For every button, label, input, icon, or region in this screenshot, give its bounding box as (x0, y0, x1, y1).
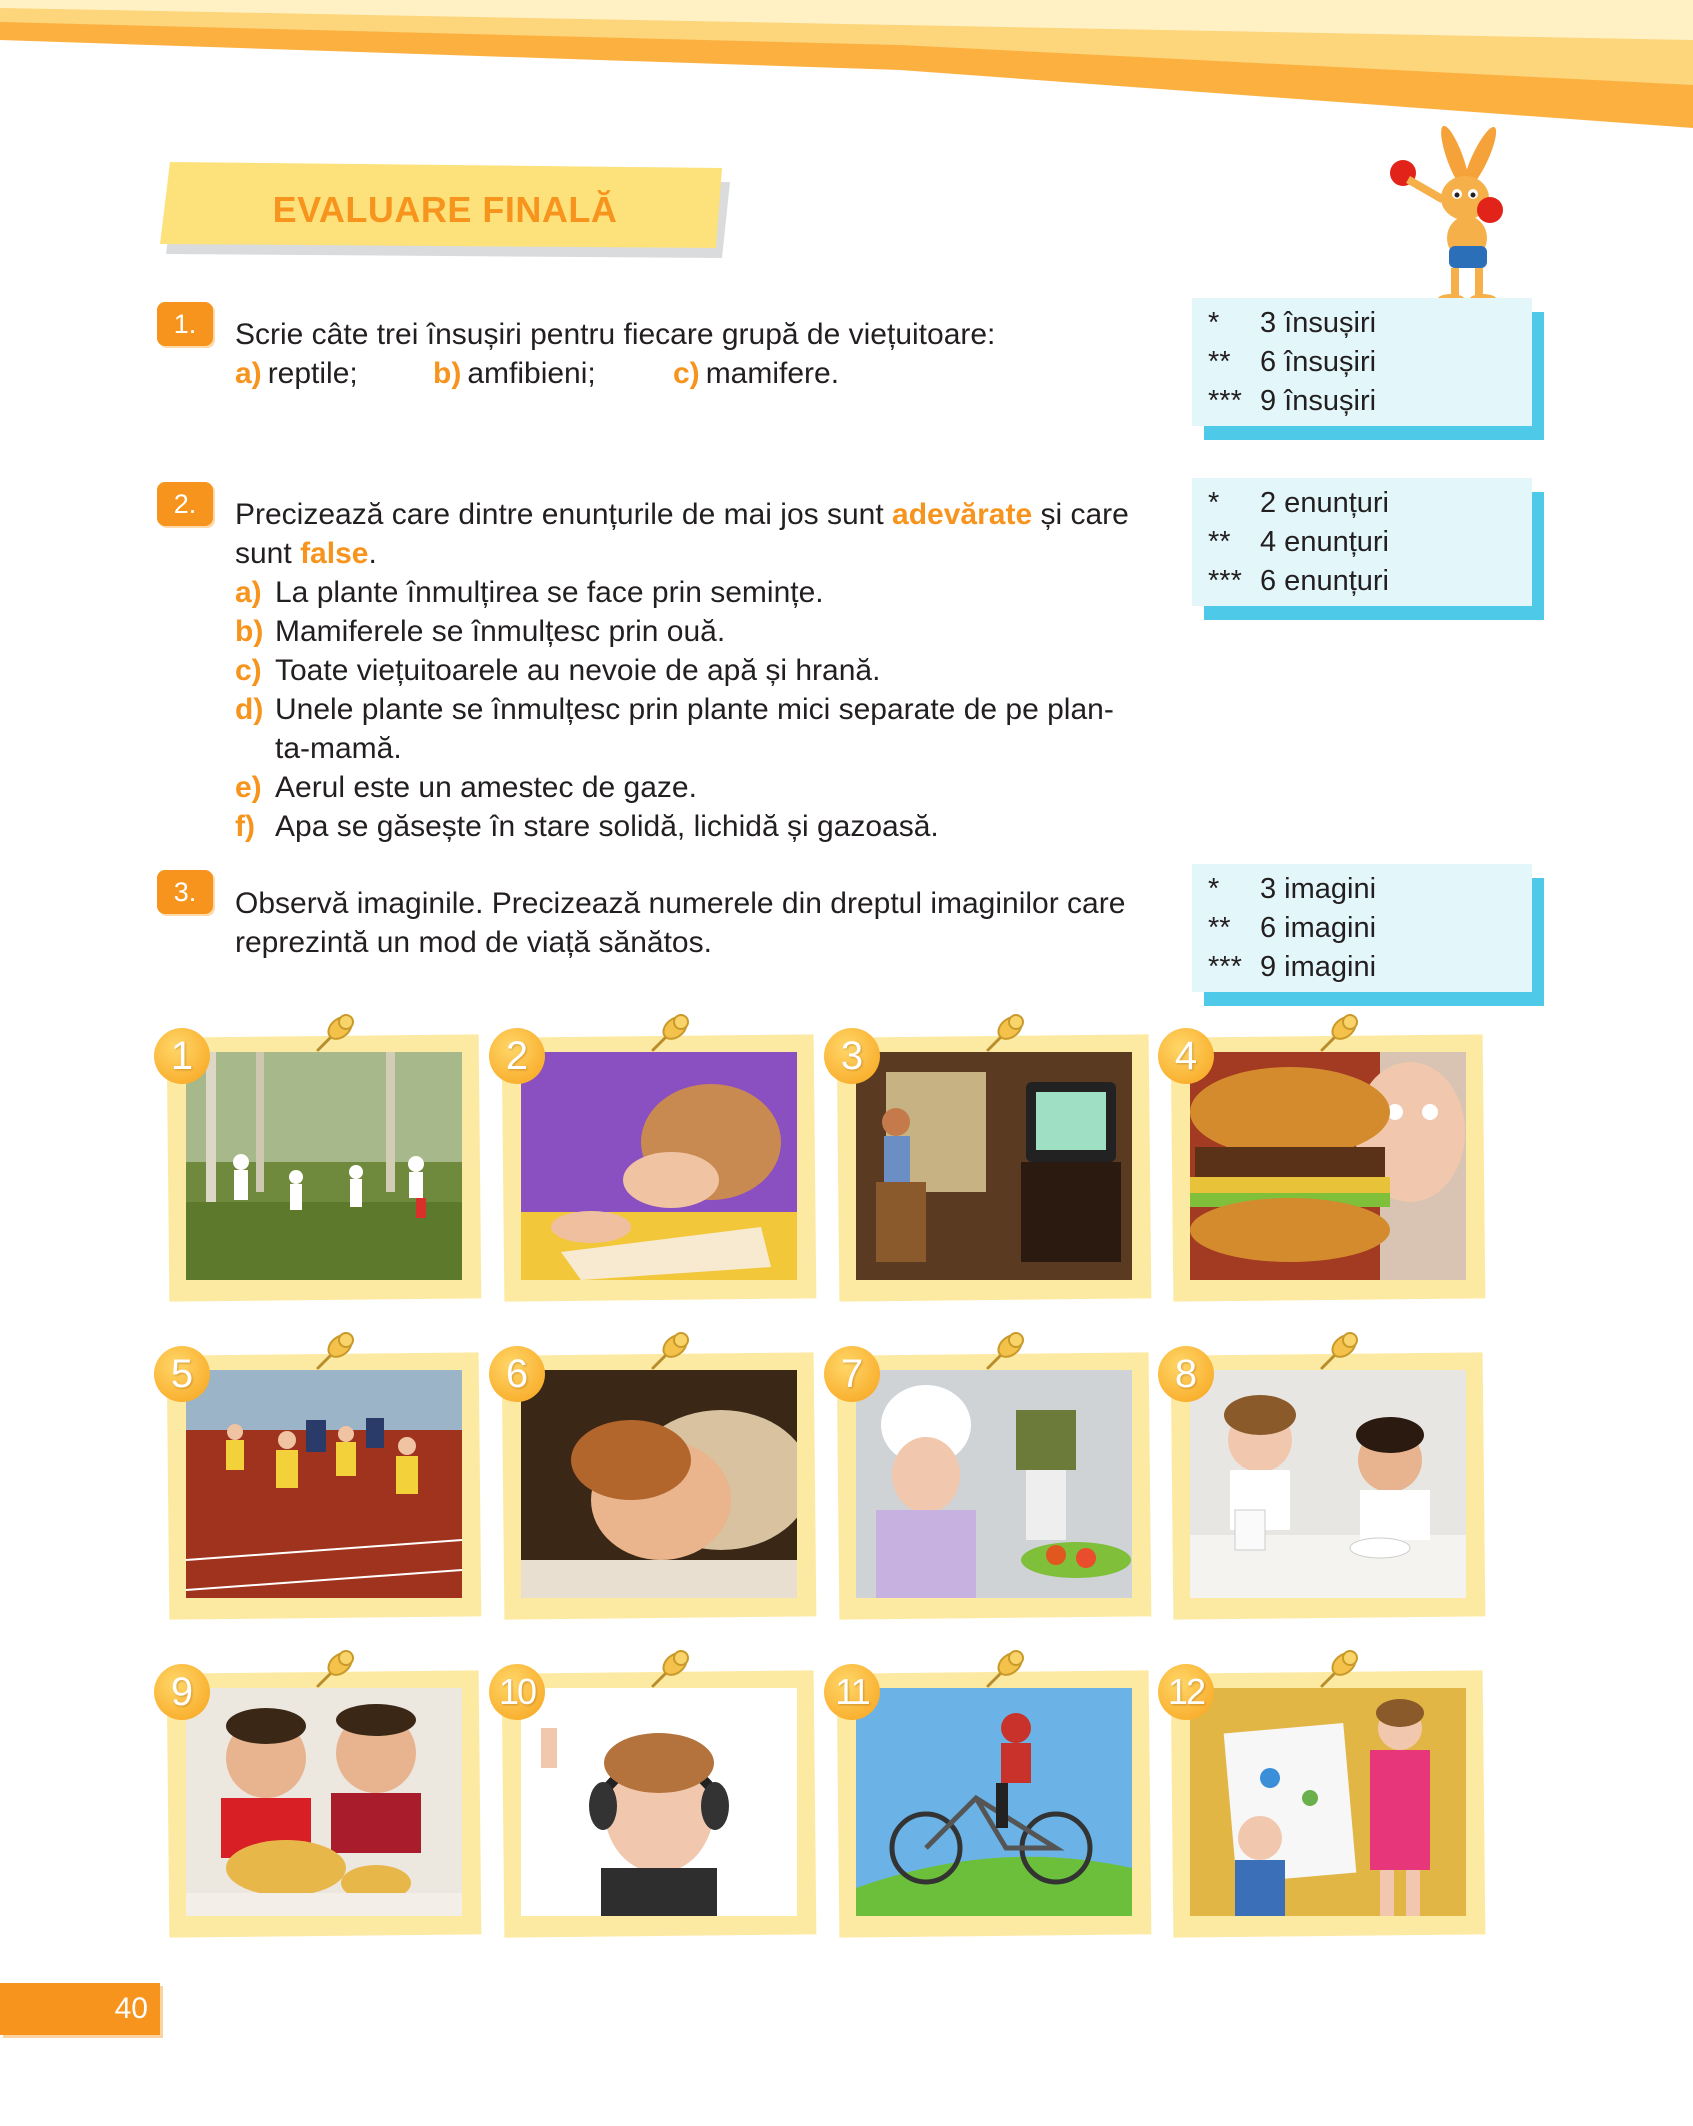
statement-item: e) Aerul este un amestec de gaze. (235, 771, 697, 804)
photo-card-8 (1172, 1340, 1484, 1618)
question-number-3: 3. (157, 870, 213, 914)
statement-item: c) Toate viețuitoarele au nevoie de apă și hrană. (235, 654, 881, 687)
photo-boy-with-hamburger (1190, 1052, 1466, 1280)
photo-number-badge: 12 (1158, 1664, 1214, 1720)
option-b: b) amfibieni; (433, 357, 596, 390)
pushpin-icon (982, 1646, 1028, 1692)
photo-card-9 (168, 1658, 480, 1936)
score-row: *** 6 enunțuri (1208, 565, 1389, 597)
option-a: a) reptile; (235, 357, 358, 390)
pushpin-icon (312, 1328, 358, 1374)
question-3-line-1: Observă imaginile. Precizează numerele din dreptul imaginilor care (235, 887, 1126, 920)
question-number-1: 1. (157, 302, 213, 346)
photo-card-11 (835, 1658, 1150, 1936)
question-number-2: 2. (157, 482, 213, 526)
photo-number-badge: 4 (1158, 1028, 1214, 1084)
photo-children-eating-breakfast (1190, 1370, 1466, 1598)
question-3-line-2: reprezintă un mod de viață sănătos. (235, 926, 712, 959)
scoring-box-2 (1192, 478, 1542, 618)
statement-item: d) Unele plante se înmulțesc prin plante mici separate de pe plan- (235, 693, 1114, 726)
photo-boys-eating-chips (186, 1688, 462, 1916)
photo-card-6 (503, 1340, 815, 1618)
option-c: c) mamifere. (673, 357, 840, 390)
score-row: ** 4 enunțuri (1208, 526, 1389, 558)
photo-number-badge: 3 (824, 1028, 880, 1084)
pushpin-icon (312, 1646, 358, 1692)
statement-item-continuation: ta-mamă. (275, 732, 402, 765)
scoring-box-3 (1192, 864, 1542, 1004)
photo-card-2 (503, 1022, 815, 1300)
photo-card-5 (168, 1340, 480, 1618)
photo-number-badge: 8 (1158, 1346, 1214, 1402)
photo-number-badge: 9 (154, 1664, 210, 1720)
statement-item: b) Mamiferele se înmulțesc prin ouă. (235, 615, 726, 648)
photo-card-3 (838, 1022, 1150, 1300)
score-row: *** 9 însușiri (1208, 385, 1377, 417)
photo-children-painting (1190, 1688, 1466, 1916)
highlight-false: false (300, 537, 369, 570)
photo-child-riding-bicycle (856, 1688, 1132, 1916)
score-row: * 3 însușiri (1208, 307, 1377, 339)
photo-number-badge: 5 (154, 1346, 210, 1402)
question-2: Precizează care dintre enunțurile de mai jos sunt adevărate și care sunt false. a) La plante înmulțirea se face prin semințe. b) Mamiferele se înmulțesc prin ouă. c) Toate viețuitoarele au nevoie de apă și hrană. d) Unele plante se înmulțesc prin plante mici separate de pe plan- ta-mamă. e) Aerul este un amestec de gaze. f) Apa se găsește în stare solidă, lichidă și gazoasă. (235, 495, 1129, 846)
photo-children-walking-in-forest (186, 1052, 462, 1280)
photo-card-12 (1167, 1658, 1484, 1936)
question-1-text: Scrie câte trei însușiri pentru fiecare grupă de viețuitoare: (235, 318, 996, 351)
photo-number-badge: 11 (824, 1664, 880, 1720)
page-title: EVALUARE FINALĂ (272, 189, 618, 230)
photo-girl-with-headphones (521, 1688, 797, 1916)
photo-boy-sleeping (521, 1370, 797, 1598)
photo-number-badge: 7 (824, 1346, 880, 1402)
score-row: ** 6 imagini (1208, 912, 1377, 944)
score-row: ** 6 însușiri (1208, 346, 1377, 378)
statement-item: a) La plante înmulțirea se face prin semințe. (235, 576, 824, 609)
pushpin-icon (1316, 1646, 1362, 1692)
question-1-options (235, 354, 995, 393)
photo-card-7 (838, 1340, 1150, 1618)
question-3 (235, 884, 1125, 962)
pushpin-icon (982, 1010, 1028, 1056)
photo-card-4 (1172, 1022, 1484, 1300)
photo-children-running-race (186, 1370, 462, 1598)
pushpin-icon (312, 1010, 358, 1056)
statement-item: f) Apa se găsește în stare solidă, lichidă și gazoasă. (235, 810, 939, 843)
highlight-true: adevărate (892, 498, 1033, 531)
pushpin-icon (647, 1646, 693, 1692)
photo-girl-cooking-vegetables (856, 1370, 1132, 1598)
score-row: * 2 enunțuri (1208, 487, 1389, 519)
photo-number-badge: 6 (489, 1346, 545, 1402)
photo-number-badge: 10 (489, 1664, 545, 1720)
photo-number-badge: 2 (489, 1028, 545, 1084)
photo-child-watching-tv (856, 1052, 1132, 1280)
photo-card-10 (498, 1658, 815, 1936)
pushpin-icon (1316, 1328, 1362, 1374)
score-row: *** 9 imagini (1208, 951, 1377, 983)
page-number: 40 (0, 1983, 160, 2035)
photo-boy-asleep-on-book (521, 1052, 797, 1280)
scoring-box-1 (1192, 298, 1542, 438)
pushpin-icon (1316, 1010, 1362, 1056)
score-row: * 3 imagini (1208, 873, 1377, 905)
photo-number-badge: 1 (154, 1028, 210, 1084)
pushpin-icon (647, 1328, 693, 1374)
pushpin-icon (982, 1328, 1028, 1374)
rabbit-mascot-icon (1385, 118, 1515, 308)
photo-card-1 (168, 1022, 480, 1300)
question-1 (235, 315, 995, 393)
question-2-text: Precizează care dintre enunțurile de mai jos sunt adevărate și care (235, 498, 1129, 531)
pushpin-icon (647, 1010, 693, 1056)
